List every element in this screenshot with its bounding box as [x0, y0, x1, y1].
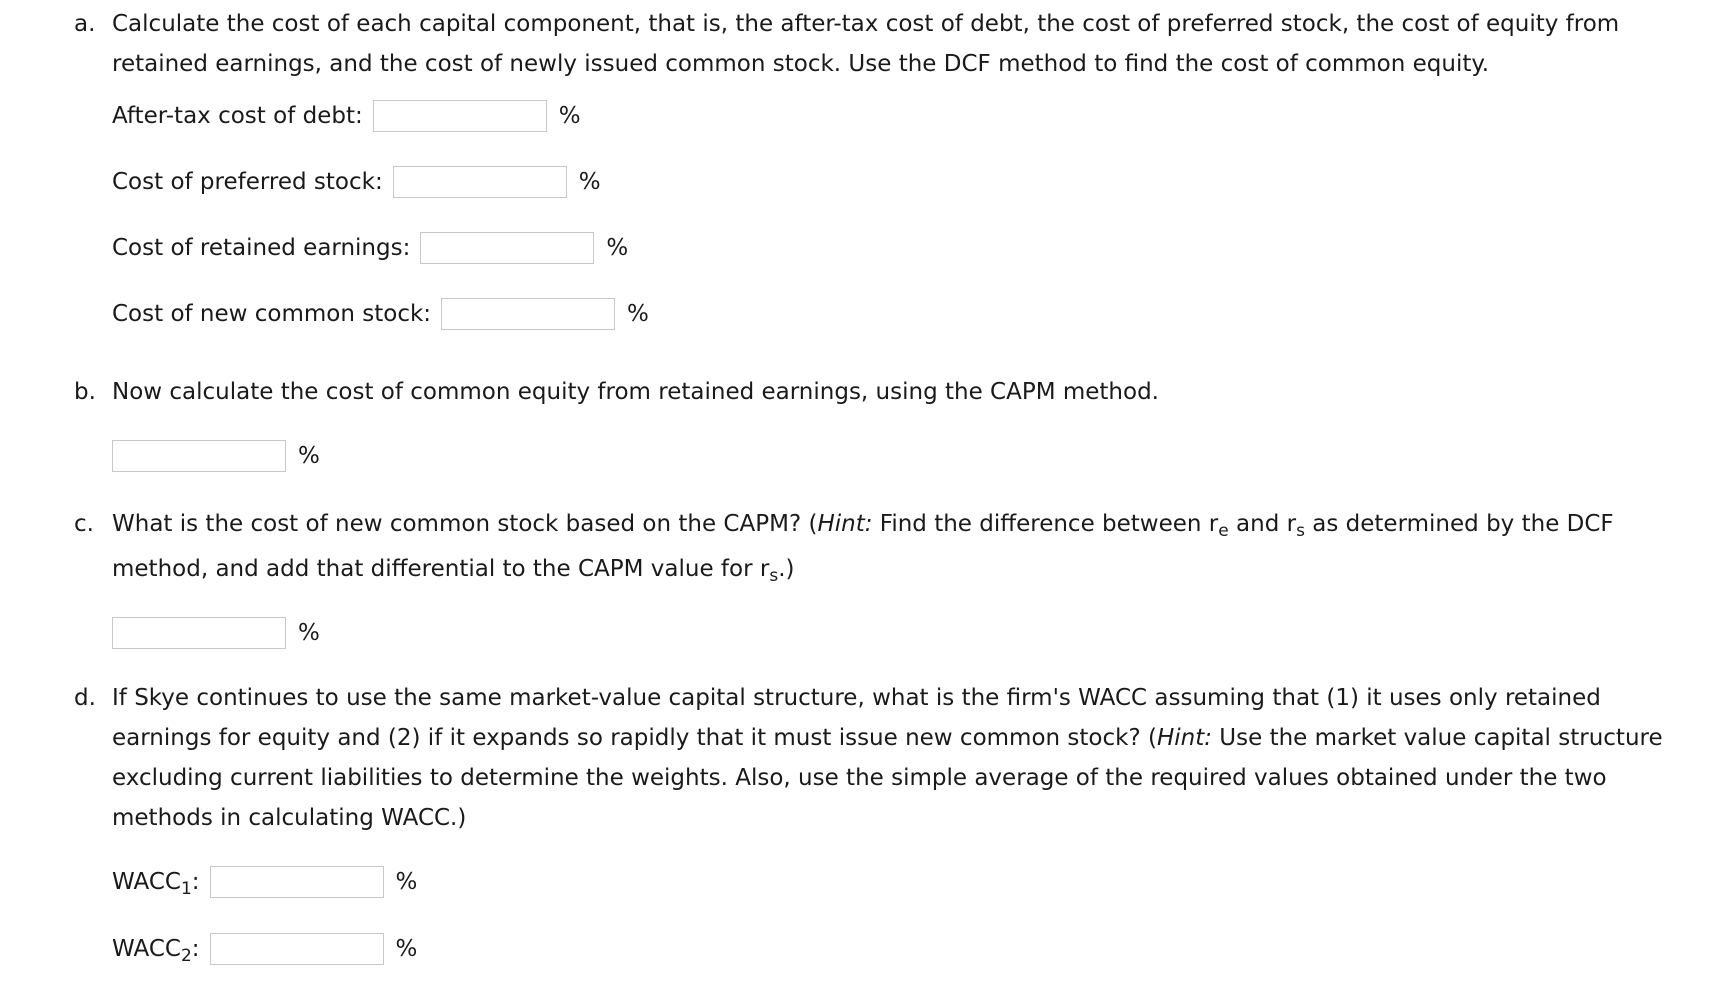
preferred-stock-row: [112, 164, 601, 200]
preferred-stock-label: Cost of preferred stock:: [112, 169, 383, 195]
question-c-letter: c.: [74, 511, 94, 537]
capm-equity-input[interactable]: [112, 440, 286, 472]
wacc2-label: $WACC_2$:: [112, 936, 200, 966]
after-tax-debt-row: [112, 98, 581, 134]
question-c-text: What is the cost of new common stock based on the CAPM? (Hint: Find the difference between $r_e$ and $r_s$ as determined by the DCF method, and add that differential to the CAPM value for $r_s$.): [112, 511, 1614, 586]
percent-unit: %: [395, 869, 418, 895]
question-b: [74, 372, 1684, 412]
percent-unit: %: [298, 620, 320, 646]
retained-earnings-input[interactable]: [420, 232, 594, 264]
wacc1-label: $WACC_1$:: [112, 869, 200, 899]
new-common-stock-row: [112, 296, 649, 332]
percent-unit: %: [298, 443, 320, 469]
wacc2-input[interactable]: [210, 933, 384, 965]
after-tax-debt-label: After-tax cost of debt:: [112, 103, 363, 129]
capm-new-stock-input[interactable]: [112, 617, 286, 649]
question-c: [74, 502, 1684, 592]
question-a-letter: a.: [74, 11, 96, 37]
hint-label: Hint:: [1156, 725, 1212, 751]
question-a: [74, 4, 1684, 84]
percent-unit: %: [606, 235, 629, 261]
percent-unit: %: [627, 301, 649, 327]
percent-unit: %: [578, 169, 601, 195]
percent-unit: %: [395, 936, 418, 962]
retained-earnings-label: Cost of retained earnings:: [112, 235, 411, 261]
wacc1-row: [112, 864, 417, 900]
wacc2-row: [112, 931, 417, 967]
question-a-text: Calculate the cost of each capital component, that is, the after-tax cost of debt, the cost of preferred stock, the cost of equity from retained earnings, and the cost of newly issued common stock. Use the DCF method to find the cost of common equity.: [112, 11, 1620, 77]
new-common-stock-input[interactable]: [441, 298, 615, 330]
retained-earnings-row: [112, 230, 628, 266]
after-tax-debt-input[interactable]: [373, 100, 547, 132]
question-d-text: If Skye continues to use the same market-value capital structure, what is the firm's WACC assuming that (1) it uses only retained earnings for equity and (2) if it expands so rapidly that it must issue new common stock? (Hint: Use the market value capital structure excluding current liabilities to determine the weights. Also, use the simple average of the required values obtained under the two methods in calculating WACC.): [112, 685, 1663, 831]
question-d-letter: d.: [74, 685, 96, 711]
question-d: [74, 678, 1684, 838]
question-b-text: Now calculate the cost of common equity from retained earnings, using the CAPM method.: [112, 379, 1159, 405]
capm-new-stock-row: [112, 615, 320, 651]
hint-label: Hint:: [817, 511, 873, 537]
capm-equity-row: [112, 438, 320, 474]
question-b-letter: b.: [74, 379, 96, 405]
new-common-stock-label: Cost of new common stock:: [112, 301, 432, 327]
wacc1-input[interactable]: [210, 866, 384, 898]
preferred-stock-input[interactable]: [393, 166, 567, 198]
percent-unit: %: [558, 103, 581, 129]
